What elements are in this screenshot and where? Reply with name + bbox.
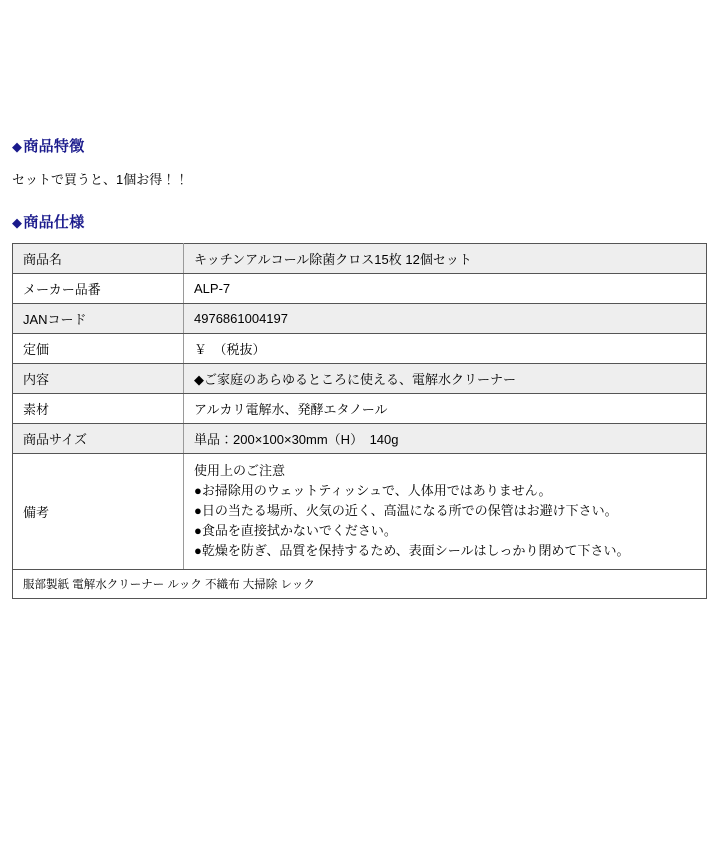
diamond-bullet-icon: ◆ <box>12 139 23 154</box>
spec-label: 内容 <box>13 364 184 394</box>
product-spec-table <box>12 243 707 599</box>
spec-section-heading <box>12 215 707 230</box>
spec-value: アルカリ電解水、発酵エタノール <box>184 394 707 424</box>
spec-value: キッチンアルコール除菌クロス15枚 12個セット <box>184 244 707 274</box>
remarks-line: ●日の当たる場所、火気の近く、高温になる所での保管はお避け下さい。 <box>194 503 618 518</box>
remarks-line: ●乾燥を防ぎ、品質を保持するため、表面シールはしっかり閉めて下さい。 <box>194 543 630 558</box>
table-row <box>13 334 707 364</box>
table-row <box>13 304 707 334</box>
diamond-bullet-icon: ◆ <box>12 215 23 230</box>
spec-label: 素材 <box>13 394 184 424</box>
spec-label: 商品サイズ <box>13 424 184 454</box>
spec-label: 定価 <box>13 334 184 364</box>
spec-label: 商品名 <box>13 244 184 274</box>
spec-value: 単品：200×100×30mm（H） 140g <box>184 424 707 454</box>
spec-value: 4976861004197 <box>184 304 707 334</box>
remarks-label: 備考 <box>13 454 184 570</box>
spec-label: メーカー品番 <box>13 274 184 304</box>
keyword-list: 服部製紙 電解水クリーナー ルック 不織布 大掃除 レック <box>13 570 707 599</box>
remarks-line: 使用上のご注意 <box>194 463 286 478</box>
table-row <box>13 394 707 424</box>
spec-value: ￥ （税抜） <box>184 334 707 364</box>
spec-value: ◆ご家庭のあらゆるところに使える、電解水クリーナー <box>184 364 707 394</box>
table-row <box>13 274 707 304</box>
remarks-line: ●食品を直接拭かないでください。 <box>194 523 397 538</box>
feature-description: セットで買うと、1個お得！！ <box>12 172 189 187</box>
table-row <box>13 244 707 274</box>
product-spec-page <box>0 139 719 858</box>
feature-section-heading <box>12 139 707 154</box>
spec-label: JANコード <box>13 304 184 334</box>
spec-value: ALP-7 <box>184 274 707 304</box>
remarks-value <box>184 454 707 570</box>
table-row <box>13 424 707 454</box>
table-row-keywords <box>13 570 707 599</box>
table-row <box>13 364 707 394</box>
spec-heading-label: 商品仕様 <box>23 214 85 231</box>
remarks-line: ●お掃除用のウェットティッシュで、人体用ではありません。 <box>194 483 552 498</box>
feature-heading-label: 商品特徴 <box>23 138 85 155</box>
table-row-remarks <box>13 454 707 570</box>
